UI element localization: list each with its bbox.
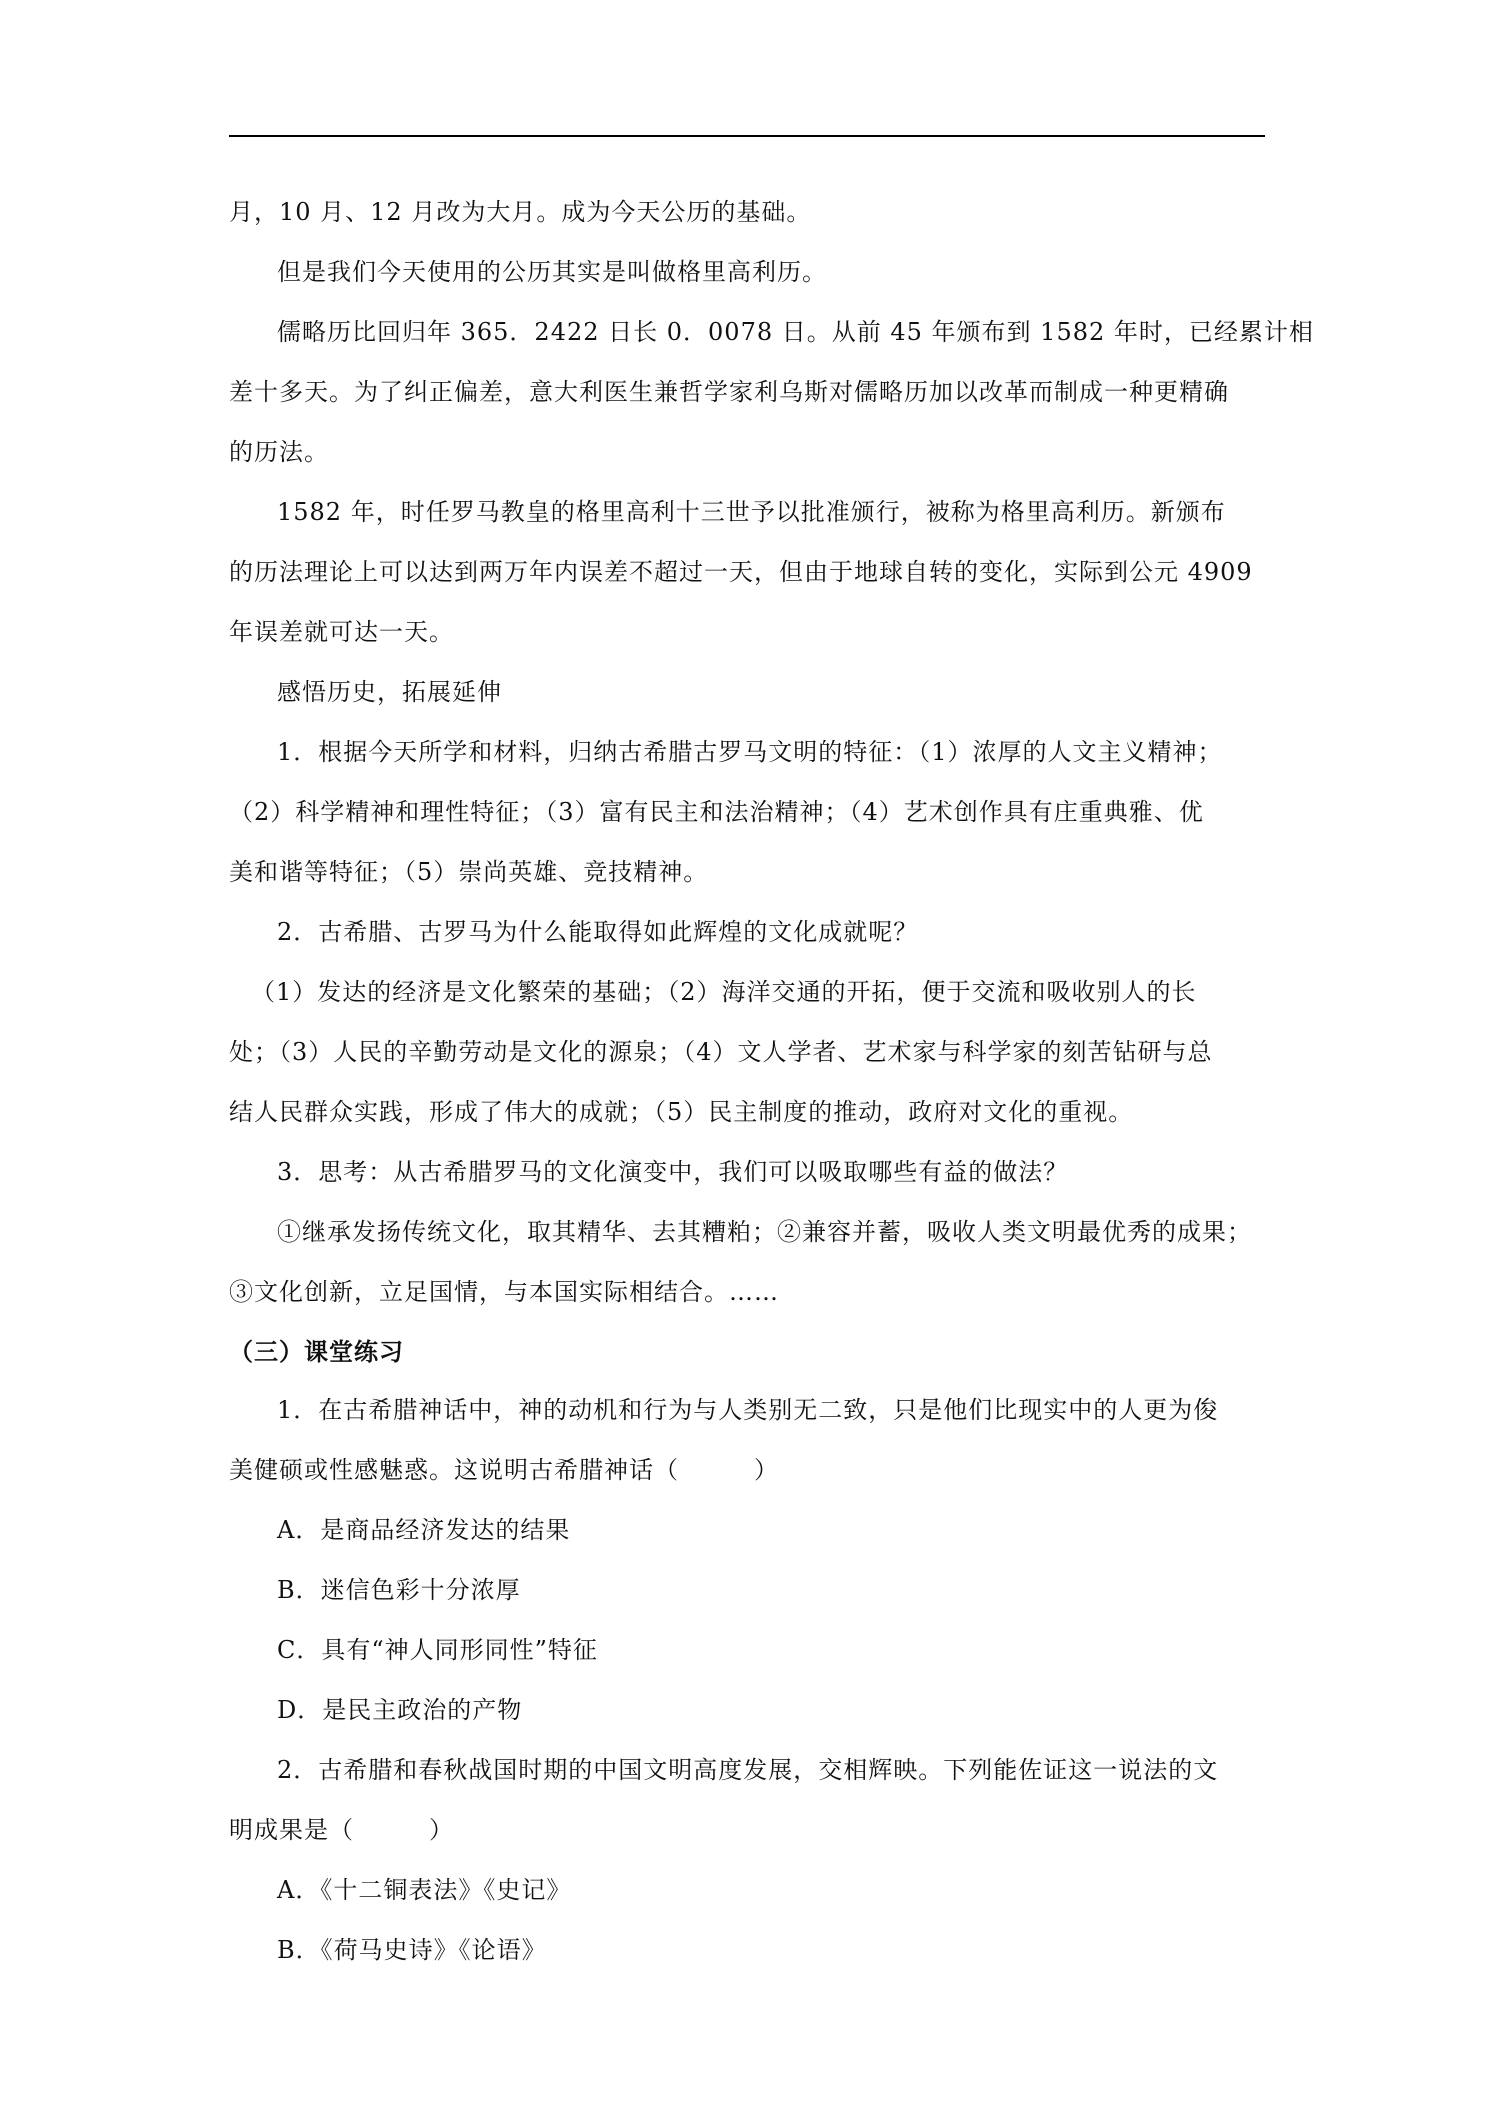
answer-option: B．《荷马史诗》《论语》 xyxy=(277,1936,547,1964)
answer-option: D．是民主政治的产物 xyxy=(277,1696,523,1724)
section-heading: 感悟历史，拓展延伸 xyxy=(277,678,502,706)
paragraph-line: 处；（3）人民的辛勤劳动是文化的源泉；（4）文人学者、艺术家与科学家的刻苦钻研与总 xyxy=(229,1038,1213,1066)
paragraph-line: 差十多天。为了纠正偏差，意大利医生兼哲学家利乌斯对儒略历加以改革而制成一种更精确 xyxy=(229,378,1229,406)
answer-option: A．是商品经济发达的结果 xyxy=(277,1516,571,1544)
paragraph-line: ①继承发扬传统文化，取其精华、去其糟粕；②兼容并蓄，吸收人类文明最优秀的成果； xyxy=(277,1218,1252,1246)
paragraph-line: 美和谐等特征；（5）崇尚英雄、竞技精神。 xyxy=(229,858,709,886)
question-line: 1．在古希腊神话中，神的动机和行为与人类别无二致，只是他们比现实中的人更为俊 xyxy=(277,1396,1219,1424)
paragraph-line: 儒略历比回归年 365．2422 日长 0．0078 日。从前 45 年颁布到 1582 年时，已经累计相 xyxy=(277,318,1314,346)
document-body xyxy=(229,188,1314,1986)
question-line: 美健硕或性感魅惑。这说明古希腊神话（ ） xyxy=(229,1456,779,1484)
answer-option: C．具有“神人同形同性”特征 xyxy=(277,1636,598,1664)
question-line: 明成果是（ ） xyxy=(229,1816,454,1844)
answer-option: A．《十二铜表法》《史记》 xyxy=(277,1876,572,1904)
question-line: 2．古希腊、古罗马为什么能取得如此辉煌的文化成就呢？ xyxy=(277,918,919,946)
paragraph-line: 1582 年，时任罗马教皇的格里高利十三世予以批准颁行，被称为格里高利历。新颁布 xyxy=(277,498,1226,526)
paragraph-line: 但是我们今天使用的公历其实是叫做格里高利历。 xyxy=(277,258,827,286)
section-heading: （三）课堂练习 xyxy=(229,1337,404,1366)
paragraph-line: （1）发达的经济是文化繁荣的基础；（2）海洋交通的开拓，便于交流和吸收别人的长 xyxy=(251,978,1197,1006)
paragraph-line: （2）科学精神和理性特征；（3）富有民主和法治精神；（4）艺术创作具有庄重典雅、优 xyxy=(229,798,1204,826)
paragraph-line: 1．根据今天所学和材料，归纳古希腊古罗马文明的特征：（1）浓厚的人文主义精神； xyxy=(277,738,1223,766)
paragraph-line: 年误差就可达一天。 xyxy=(229,618,454,646)
question-line: 2．古希腊和春秋战国时期的中国文明高度发展，交相辉映。下列能佐证这一说法的文 xyxy=(277,1756,1219,1784)
paragraph-line: 月，10 月、12 月改为大月。成为今天公历的基础。 xyxy=(229,198,812,226)
question-line: 3．思考：从古希腊罗马的文化演变中，我们可以吸取哪些有益的做法？ xyxy=(277,1158,1069,1186)
paragraph-line: 结人民群众实践，形成了伟大的成就；（5）民主制度的推动，政府对文化的重视。 xyxy=(229,1098,1134,1126)
answer-option: B．迷信色彩十分浓厚 xyxy=(277,1576,521,1604)
paragraph-line: 的历法理论上可以达到两万年内误差不超过一天，但由于地球自转的变化，实际到公元 4909 xyxy=(229,558,1253,586)
header-rule xyxy=(229,135,1265,137)
paragraph-line: 的历法。 xyxy=(229,438,329,466)
paragraph-line: ③文化创新，立足国情，与本国实际相结合。…… xyxy=(229,1278,779,1306)
